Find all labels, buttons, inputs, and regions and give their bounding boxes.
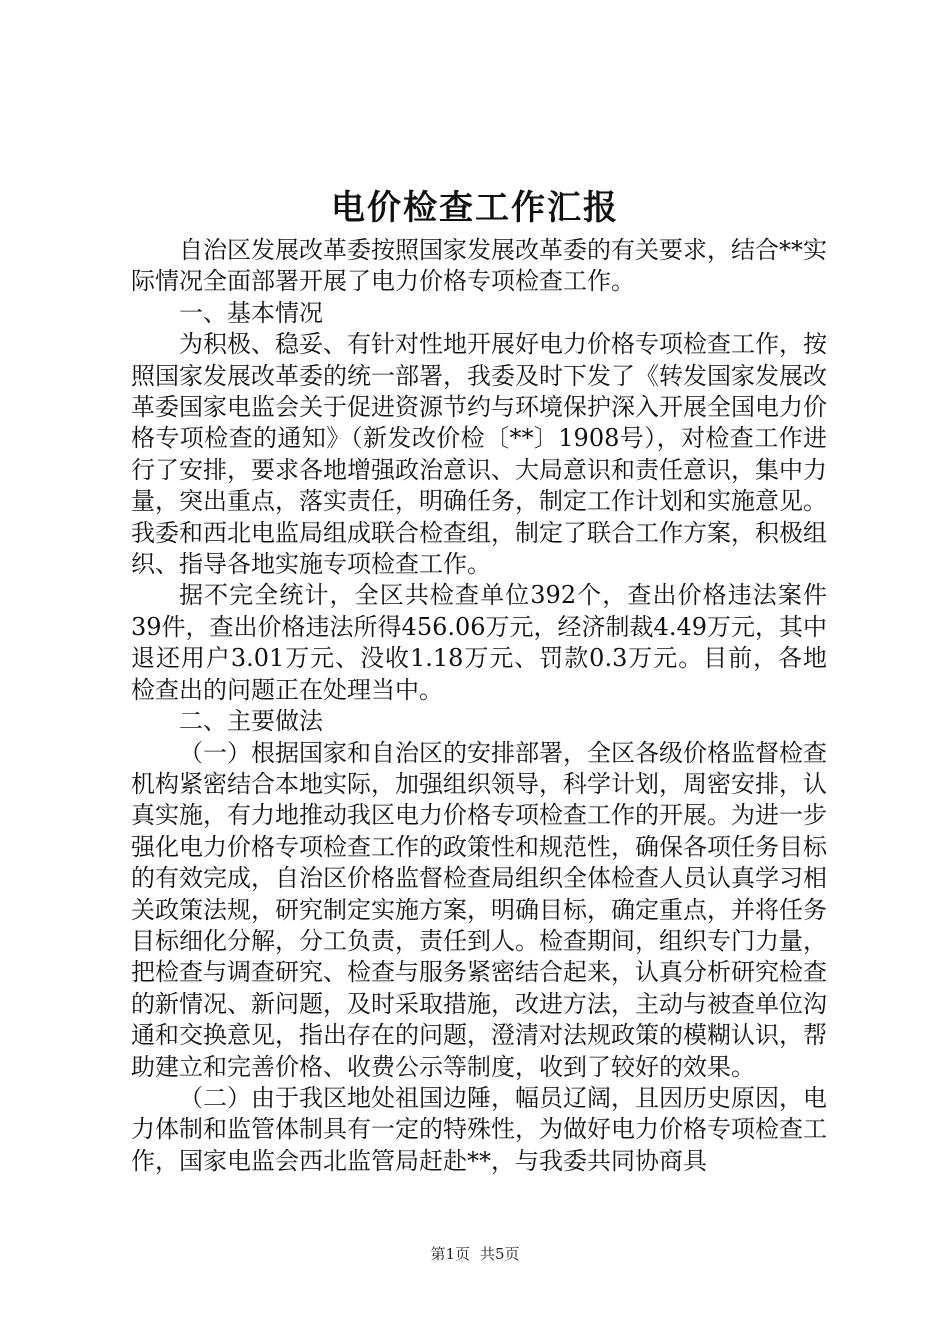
paragraph-basic-situation: 为积极、稳妥、有针对性地开展好电力价格专项检查工作，按照国家发展改革委的统一部署，我委及时下发了《转发国家发展改革委国家电监会关于促进资源节约与环境保护深入开展全国电力价格专项检查的通知》（新发改价检〔**〕1908号），对检查工作进行了安排，要求各地增强政治意识、大局意识和责任意识，集中力量，突出重点，落实责任，明确任务，制定工作计划和实施意见。我委和西北电监局组成联合检查组，制定了联合工作方案，积极组织、指导各地实施专项检查工作。: [131, 330, 827, 579]
section-heading-main-practices: 二、主要做法: [179, 707, 323, 736]
page-number: 第1页: [430, 1245, 470, 1263]
paragraph-intro: 自治区发展改革委按照国家发展改革委的有关要求，结合**实际情况全面部署开展了电力价格专项检查工作。: [131, 236, 827, 296]
paragraph-practice-2: （二）由于我区地处祖国边陲，幅员辽阔，且因历史原因，电力体制和监管体制具有一定的特殊性，为做好电力价格专项检查工作，国家电监会西北监管局赶赴**，与我委共同协商具: [131, 1083, 827, 1175]
paragraph-statistics: 据不完全统计，全区共检查单位392个，查出价格违法案件39件，查出价格违法所得456.06万元，经济制裁4.49万元，其中退还用户3.01万元、没收1.18万元、罚款0.3万元。目前，各地检查出的问题正在处理当中。: [131, 581, 827, 704]
section-heading-basic-situation: 一、基本情况: [179, 298, 323, 327]
document-body: [131, 235, 827, 1177]
document-title: 电价检查工作汇报: [331, 188, 619, 228]
page-total: 共5页: [480, 1245, 520, 1263]
paragraph-practice-1: （一）根据国家和自治区的安排部署，全区各级价格监督检查机构紧密结合本地实际，加强组织领导，科学计划，周密安排，认真实施，有力地推动我区电力价格专项检查工作的开展。为进一步强化电力价格专项检查工作的政策性和规范性，确保各项任务目标的有效完成，自治区价格监督检查局组织全体检查人员认真学习相关政策法规，研究制定实施方案，明确目标，确定重点，并将任务目标细化分解，分工负责，责任到人。检查期间，组织专门力量，把检查与调查研究、检查与服务紧密结合起来，认真分析研究检查的新情况、新问题，及时采取措施，改进方法，主动与被查单位沟通和交换意见，指出存在的问题，澄清对法规政策的模糊认识，帮助建立和完善价格、收费公示等制度，收到了较好的效果。: [131, 738, 827, 1081]
page-footer: [0, 1244, 950, 1264]
